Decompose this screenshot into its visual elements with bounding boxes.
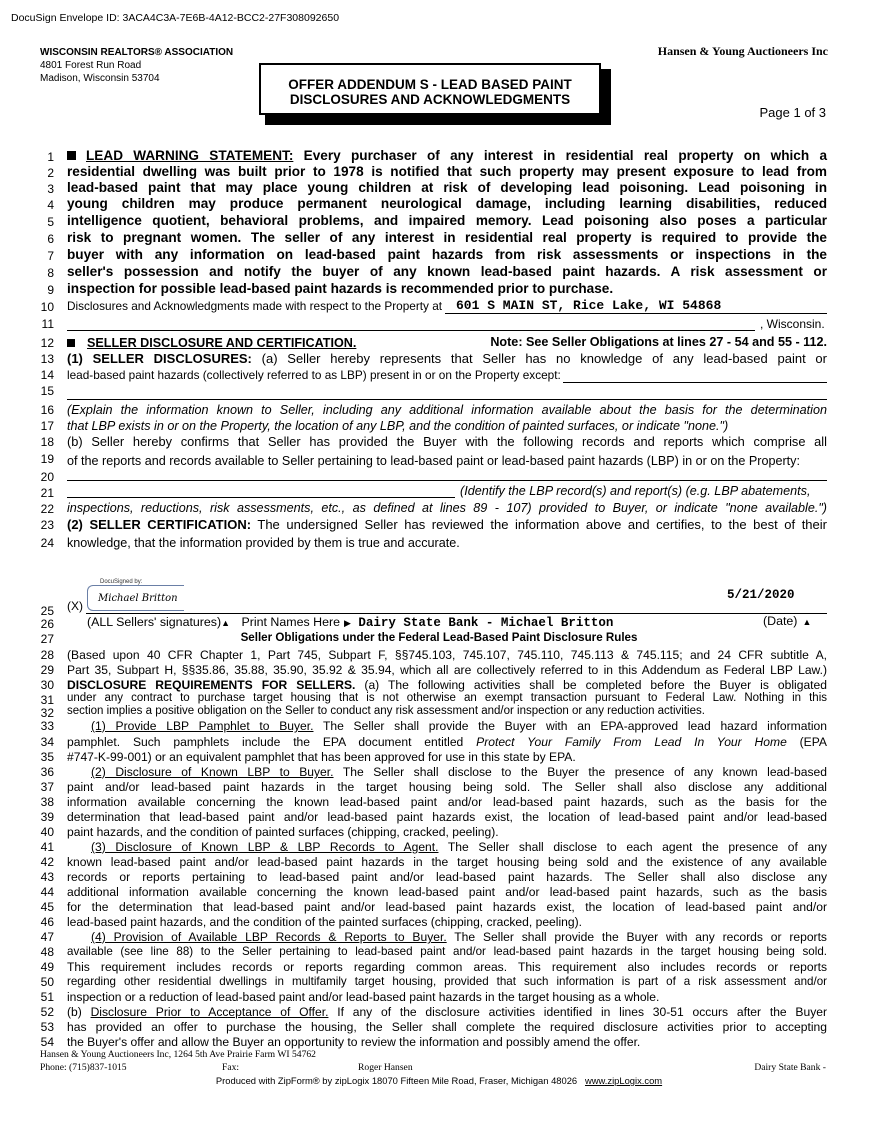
line-number: 52 [40,1005,54,1019]
property-address-field[interactable] [445,313,827,314]
obl-line-53: has provided an offer to purchase the housing, the Seller shall complete the required disclosure activities prior to accepting [67,1020,827,1034]
line-number: 29 [40,663,54,677]
line-number: 9 [47,283,54,297]
signature-x-label: (X) [67,599,83,613]
available-records-heading: (4) Provision of Available LBP Records & Reports to Buyer. [91,930,447,944]
line-number: 28 [40,648,54,662]
signature-text[interactable]: Michael Britton [98,593,178,604]
line-number: 1 [47,150,54,164]
line-number: 53 [40,1020,54,1034]
obl-line-46: lead-based paint hazards, and the condition of the painted surfaces (chipping, cracked, peeling). [67,915,582,929]
known-lbp-heading: (2) Disclosure of Known LBP to Buyer. [91,765,334,779]
obl-line-32: section implies a positive obligation on the Seller to conduct any risk assessment and/or inspection or any reduction activities. [67,705,705,717]
seller-disclosures-line-13: (1) SELLER DISCLOSURES: (a) Seller hereby represents that Seller has no knowledge of any lead-based paint or [67,351,827,366]
records-line-18: (b) Seller hereby confirms that Seller has provided the Buyer with the following records and reports which comprise all [67,434,827,449]
obl-line-29: Part 35, Subpart H, §§35.86, 35.88, 35.90, 35.92 & 35.94, which all are collectively referred to in this Addendum as Federal LBP Law.) [67,663,827,677]
obl-line-52: (b) Disclosure Prior to Acceptance of Offer. If any of the disclosure activities identified in lines 30-51 occurs after the Buyer [67,1005,828,1019]
obl-line-47: (4) Provision of Available LBP Records & Reports to Buyer. The Seller shall provide the Buyer with any records or reports [91,930,827,944]
obl-line-35: #747-K-99-001) or an equivalent pamphlet that has been approved for use in this state by EPA. [67,750,576,764]
association-name: WISCONSIN REALTORS® ASSOCIATION [40,47,234,58]
identify-line-22: inspections, reductions, risk assessments, etc., as defined at lines 89 - 107) provided to Buyer, or indicate "none available.") [67,501,827,515]
line-number: 23 [40,518,54,532]
line-number: 24 [40,536,54,550]
seller-disclosures-line-14: lead-based paint hazards (collectively referred to as LBP) present in or on the Property except: [67,368,561,382]
lead-warning-line-1: LEAD WARNING STATEMENT: Every purchaser of any interest in residential real property on which a [67,148,827,164]
line-number: 47 [40,930,54,944]
line-number: 50 [40,975,54,989]
lead-warning-line-4: young children may produce permanent neurological damage, including learning disabilities, reduced [67,196,827,211]
line-number: 45 [40,900,54,914]
line-number: 19 [40,452,54,466]
envelope-id: DocuSign Envelope ID: 3ACA4C3A-7E6B-4A12-BCC2-27F308092650 [11,12,340,24]
line-number: 27 [40,632,54,646]
association-address2: Madison, Wisconsin 53704 [40,73,160,84]
line-number: 15 [40,384,54,398]
lead-warning-line-9: inspection for possible lead-based paint hazards is recommended prior to purchase. [67,281,614,296]
cert-line-24: knowledge, that the information provided by them is true and accurate. [67,536,460,550]
signature-labels-line [67,614,827,631]
line-number: 13 [40,352,54,366]
obl-line-40: paint hazards, and the condition of painted surfaces (chipping, cracked, peeling). [67,825,499,839]
signature-date: 5/21/2020 [727,588,795,602]
obl-line-36: (2) Disclosure of Known LBP to Buyer. The Seller shall disclose to the Buyer the presence of any known lead-based [91,765,827,779]
seller-note: Note: See Seller Obligations at lines 27 - 54 and 55 - 112. [490,335,827,349]
docusigned-by: DocuSigned by: [100,579,143,585]
line-number: 7 [47,249,54,263]
obl-line-34: pamphlet. Such pamphlets include the EPA document entitled Protect Your Family From Lead In Your Home (EPA [67,735,827,749]
lead-warning-heading: LEAD WARNING STATEMENT: [86,148,294,163]
print-names-label: Print Names Here [241,615,340,629]
bullet-square-icon [67,151,76,160]
page-label: Page 1 of 3 [759,105,826,120]
arrow-up-icon: ▲ [802,617,812,627]
lead-warning-line-2: residential dwelling was built prior to 1978 is notified that such property may present exposure to lead from [67,164,827,179]
obl-line-41: (3) Disclosure of Known LBP & LBP Records to Agent. The Seller shall disclose to each agent the presence of any [91,840,827,854]
all-sellers-label: (ALL Sellers' signatures) [87,615,222,629]
line-number: 31 [40,693,54,707]
line-number: 22 [40,502,54,516]
title-line1: OFFER ADDENDUM S - LEAD BASED PAINT [288,77,572,92]
obl-line-51: inspection or a reduction of lead-based paint and/or lead-based paint hazards in the target housing as a whole. [67,990,660,1004]
lead-warning-line-5: intelligence quotient, behavioral problems, and impaired memory. Lead poisoning also poses a particular [67,213,827,228]
line-number: 33 [40,719,54,733]
title-line2: DISCLOSURES AND ACKNOWLEDGMENTS [289,92,571,107]
line-number: 43 [40,870,54,884]
records-line-19: of the reports and records available to Seller pertaining to lead-based paint or lead-based paint hazards (LBP) in or on the Property: [67,454,800,468]
obligations-heading: Seller Obligations under the Federal Lead-Based Paint Disclosure Rules [240,631,638,644]
line-number: 17 [40,419,54,433]
line-number: 10 [40,300,54,314]
prior-acceptance-heading: Disclosure Prior to Acceptance of Offer. [90,1005,329,1019]
obl-line-38: information available concerning the known lead-based paint and/or lead-based paint hazards, such as the basis for the [67,795,827,809]
explain-line-16: (Explain the information known to Seller, including any additional information available about the basis for the determination [67,403,827,417]
date-label: (Date) ▲ [763,614,812,628]
disclosure-requirements-heading: DISCLOSURE REQUIREMENTS FOR SELLERS. [67,678,356,692]
line-number: 3 [47,182,54,196]
obl-line-39: determination that lead-based paint and/or lead-based paint hazards exist, the location of lead-based paint and/or lead-based [67,810,827,824]
arrow-up-icon: ▲ [221,618,231,628]
cert-heading: (2) SELLER CERTIFICATION: [67,517,252,532]
cert-line-23: (2) SELLER CERTIFICATION: The undersigned Seller has reviewed the information above and certifies, to the best of their [67,517,827,532]
obl-line-45: for the determination that lead-based paint and/or lead-based paint hazards exist, the location of lead-based paint and/or [67,900,827,914]
line-number: 5 [47,215,54,229]
identify-line-21: (Identify the LBP record(s) and report(s) (e.g. LBP abatements, [460,484,811,498]
line-number: 6 [47,232,54,246]
line-number: 8 [47,266,54,280]
obl-line-54: the Buyer's offer and allow the Buyer an opportunity to review the information and possibly amend the offer. [67,1035,641,1049]
association-address1: 4801 Forest Run Road [40,60,142,71]
line-number: 12 [40,336,54,350]
lbp-except-field-1[interactable] [563,382,827,383]
lead-warning-line-3: lead-based paint that may place young children at risk of developing lead poisoning. Lead poisoning in [67,180,827,195]
broker-name: Hansen & Young Auctioneers Inc [657,44,828,58]
title-box [259,63,601,115]
pamphlet-heading: (1) Provide LBP Pamphlet to Buyer. [91,719,314,733]
obl-line-48: available (see line 88) to the Seller pertaining to lead-based paint and/or lead-based paint hazards in the target housing being sold. [67,945,827,958]
arrow-right-icon: ▶ [343,618,351,628]
line-number: 16 [40,403,54,417]
lbp-except-field-2[interactable] [67,399,827,400]
line-number: 32 [40,706,54,720]
line-number: 30 [40,678,54,692]
property-line2-field[interactable] [67,330,755,331]
lead-warning-line-7: buyer with any information on lead-based paint hazards from risk assessments or inspections in the [67,247,827,262]
records-field-1[interactable] [67,480,827,481]
line-number: 4 [47,198,54,212]
line-number: 51 [40,990,54,1004]
obl-line-31: under any contract to purchase target housing that is not otherwise an exempt transaction pursuant to Federal Law. Nothing in this [67,692,827,704]
wisconsin-suffix: , Wisconsin. [760,317,825,331]
obl-line-28: (Based upon 40 CFR Chapter 1, Part 745, Subpart F, §§745.103, 745.107, 745.110, 745.113 & 745.115; and 24 CFR subtitle A, [67,648,827,662]
obl-line-42: known lead-based paint and/or lead-based paint hazards in the target housing being sold and the existence of any available [67,855,827,869]
line-number: 44 [40,885,54,899]
association-block [40,46,233,85]
line-number: 39 [40,810,54,824]
line-number: 40 [40,825,54,839]
bullet-square-icon [67,339,75,347]
ziplogix-link[interactable]: www.zipLogix.com [584,1075,663,1086]
line-number: 48 [40,945,54,959]
line-number: 21 [40,486,54,500]
footer-fax: Fax: [222,1062,240,1073]
line-number: 49 [40,960,54,974]
line-number: 25 [40,604,54,618]
line-number: 35 [40,750,54,764]
obl-line-37: paint and/or lead-based paint hazards in the target housing being sold. The Seller shall also disclose any additional [67,780,827,794]
line-number: 18 [40,435,54,449]
obl-line-30: DISCLOSURE REQUIREMENTS FOR SELLERS. (a) The following activities shall be completed before the Buyer is obligated [67,678,827,692]
footer-file: Dairy State Bank - [754,1062,826,1073]
line-number: 11 [41,317,54,331]
line-number: 41 [40,840,54,854]
footer-line1: Hansen & Young Auctioneers Inc, 1264 5th Ave Prairie Farm WI 54762 [40,1049,316,1060]
records-field-2[interactable] [67,497,455,498]
line-number: 36 [40,765,54,779]
line-number: 20 [40,470,54,484]
obl-line-33: (1) Provide LBP Pamphlet to Buyer. The Seller shall provide the Buyer with an EPA-approved lead hazard information [91,719,827,733]
seller-disclosures-heading: (1) SELLER DISCLOSURES: [67,351,252,366]
line-number: 14 [40,368,54,382]
obl-line-50: regarding other residential dwellings in multifamily target housing, provided that such information is part of a risk assessment and/or [67,975,827,988]
lead-warning-line-6: risk to pregnant women. The seller of any interest in residential real property is required to provide the [67,230,827,245]
property-address-value: 601 S MAIN ST, Rice Lake, WI 54868 [456,298,722,313]
seller-heading: SELLER DISCLOSURE AND CERTIFICATION. [87,336,357,350]
obl-line-43: records or reports pertaining to lead-based paint and/or lead-based paint hazards. The Seller shall also disclose any [67,870,827,884]
agent-records-heading: (3) Disclosure of Known LBP & LBP Records to Agent. [91,840,439,854]
property-label: Disclosures and Acknowledgments made with respect to the Property at [67,299,443,313]
lead-warning-line-8: seller's possession and notify the buyer of any known lead-based paint hazards. A risk assessment or [67,264,827,279]
line-number: 34 [40,735,54,749]
line-number: 54 [40,1035,54,1049]
obl-line-44: additional information available concerning the known lead-based paint and/or lead-based paint hazards, such as the basis [67,885,827,899]
line-number: 37 [40,780,54,794]
line-number: 42 [40,855,54,869]
printed-name: Dairy State Bank - Michael Britton [358,616,614,630]
obl-line-49: This requirement includes records or reports regarding common areas. This requirement also includes records or reports [67,960,827,974]
line-number: 38 [40,795,54,809]
footer-produced: Produced with ZipForm® by zipLogix 18070 Fifteen Mile Road, Fraser, Michigan 48026 www.zipLogix.com [215,1075,663,1086]
explain-line-17: that LBP exists in or on the Property, the location of any LBP, and the condition of painted surfaces, or indicate "none.") [67,419,729,433]
line-number: 26 [40,617,54,631]
line-number: 2 [47,166,54,180]
footer-agent: Roger Hansen [358,1062,413,1073]
line-number: 46 [40,915,54,929]
footer-phone: Phone: (715)837-1015 [40,1062,127,1073]
